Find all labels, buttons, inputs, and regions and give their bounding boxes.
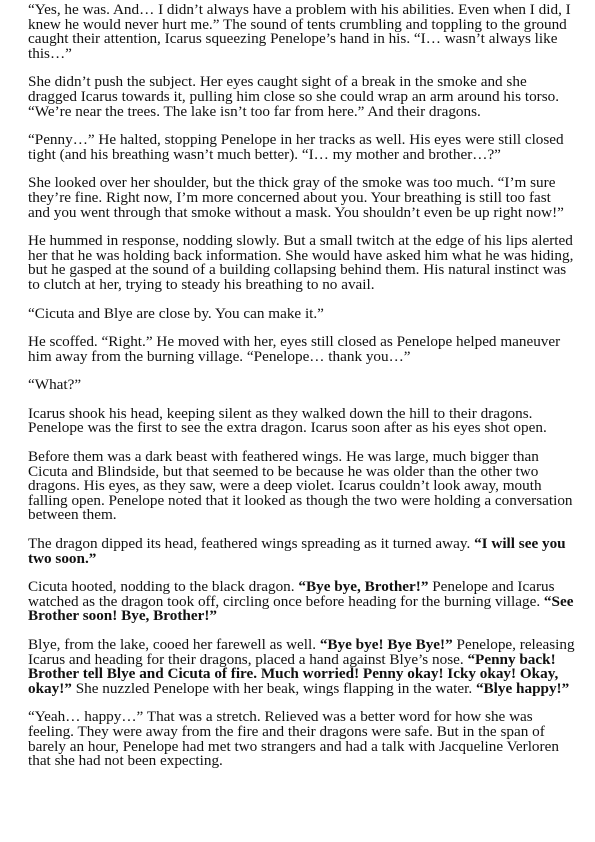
document-page bbox=[28, 0, 576, 783]
text-run: Penelope, releasing Icarus and heading for their dragons, placed a hand against Blye’s nose. bbox=[28, 636, 575, 668]
dialogue-bold: “Penny back! Brother tell Blye and Cicuta of fire. Much worried! Penny okay! Icky okay! Okay, okay!” bbox=[28, 650, 559, 697]
text-run: He scoffed. “Right.” He moved with her, eyes still closed as Penelope helped maneuver him away from the burning village. “Penelope… thank you…” bbox=[28, 333, 561, 365]
paragraph bbox=[28, 3, 576, 61]
paragraph bbox=[28, 234, 576, 292]
text-run: “Cicuta and Blye are close by. You can make it.” bbox=[28, 304, 324, 322]
text-run: Before them was a dark beast with feathered wings. He was large, much bigger than Cicuta and Blindside, but that seemed to be because he was older than the other two dragons. His eyes, as they saw, were a deep violet. Icarus couldn’t look away, mouth falling open. Penelope noted that it looked as though the two were holding a conversation between them. bbox=[28, 448, 573, 524]
dialogue-bold: “Blye happy!” bbox=[475, 679, 570, 697]
paragraph bbox=[28, 378, 576, 393]
paragraph bbox=[28, 450, 576, 523]
text-run: He hummed in response, nodding slowly. But a small twitch at the edge of his lips alerted her that he was holding back information. She would have asked him what he was hiding, but he gasped at the sound of a building collapsing behind them. His natural instinct was to clutch at her, trying to steady his breathing to no avail. bbox=[28, 232, 574, 293]
text-run: Icarus shook his head, keeping silent as they walked down the hill to their dragons. Penelope was the first to see the extra dragon. Icarus soon after as his eyes shot open. bbox=[28, 404, 547, 437]
text-run: “Yeah… happy…” That was a stretch. Relieved was a better word for how she was feeling. They were away from the fire and their dragons were safe. But in the span of barely an hour, Penelope had met two strangers and had a talk with Jacqueline Verloren that she had not been expecting. bbox=[28, 708, 559, 770]
dialogue-bold: “Bye bye, Brother!” bbox=[298, 578, 429, 596]
text-run: Cicuta hooted, nodding to the black dragon. bbox=[28, 578, 299, 596]
paragraph bbox=[28, 133, 576, 162]
dialogue-bold: “Bye bye! Bye Bye!” bbox=[319, 636, 453, 653]
text-run: The dragon dipped its head, feathered wings spreading as it turned away. bbox=[28, 535, 475, 553]
dialogue-bold: “I will see you two soon.” bbox=[28, 535, 566, 567]
text-run: She didn’t push the subject. Her eyes caught sight of a break in the smoke and she dragged Icarus towards it, pulling him close so she could wrap an arm around his torso. “We’re near the trees. The lake isn’t too far from here.” And their dragons. bbox=[28, 73, 560, 120]
paragraph bbox=[28, 710, 576, 768]
text-run: “What?” bbox=[28, 376, 82, 394]
paragraph bbox=[28, 404, 576, 437]
paragraph bbox=[28, 537, 576, 566]
text-run: “Penny…” He halted, stopping Penelope in her tracks as well. His eyes were still closed tight (and his breathing wasn’t much better). “I… my mother and brother…?” bbox=[28, 131, 564, 163]
text-run: Penelope and Icarus watched as the dragon took off, circling once before heading for the burning village. bbox=[28, 578, 555, 610]
text-run: “Yes, he was. And… I didn’t always have a problem with his abilities. Even when I did, I knew he would never hurt me.” The sound of tents crumbling and toppling to the ground caught their attention, Icarus squeezing Penelope’s hand in his. “I… wasn’t always like this…” bbox=[28, 1, 571, 62]
paragraph bbox=[28, 304, 576, 322]
paragraph bbox=[28, 580, 576, 624]
text-run: She looked over her shoulder, but the thick gray of the smoke was too much. “I’m sure they’re fine. Right now, I’m more concerned about you. Your breathing is still too fast and you went through that smoke without a mask. You shouldn’t even be up right now!” bbox=[28, 174, 564, 221]
dialogue-bold: “See Brother soon! Bye, Brother!” bbox=[28, 592, 574, 625]
text-run: She nuzzled Penelope with her beak, wings flapping in the water. bbox=[71, 679, 476, 697]
text-run: Blye, from the lake, cooed her farewell as well. bbox=[28, 636, 320, 653]
paragraph bbox=[28, 335, 576, 364]
paragraph bbox=[28, 176, 576, 220]
paragraph bbox=[28, 638, 576, 696]
paragraph bbox=[28, 75, 576, 119]
